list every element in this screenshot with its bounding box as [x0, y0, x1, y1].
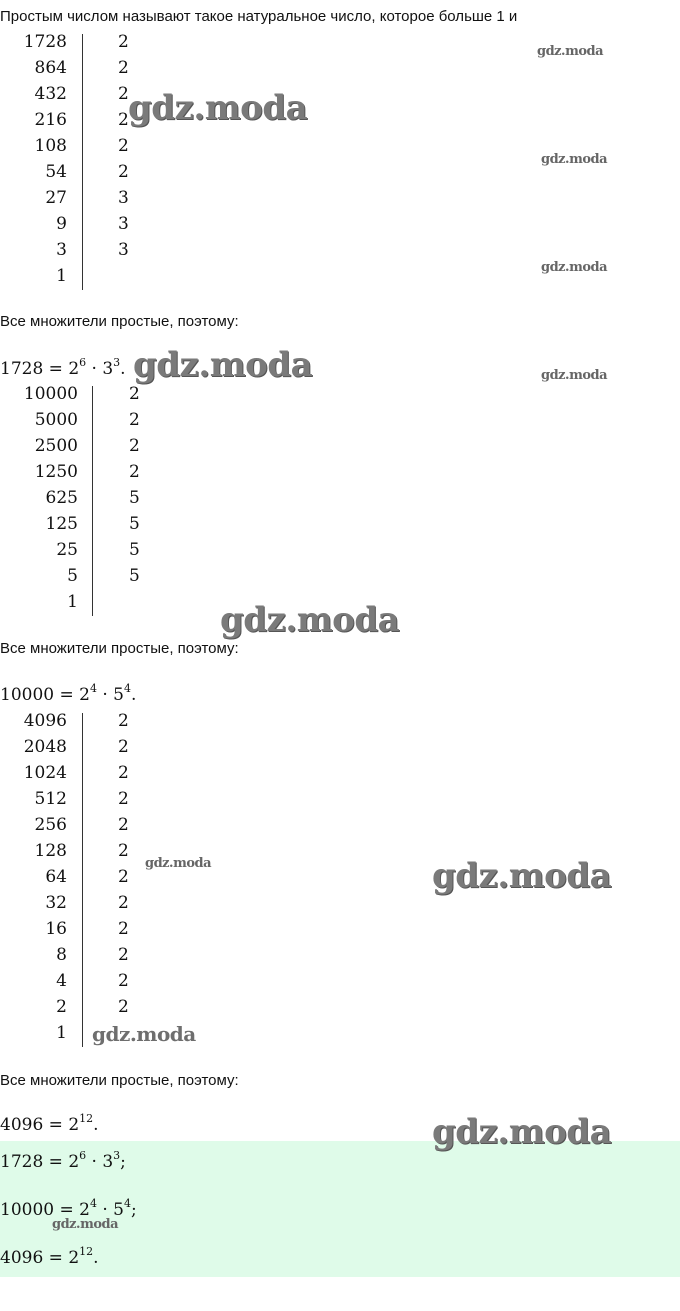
prime-factor: 2 — [129, 410, 140, 430]
dividend-value: 1 — [67, 592, 78, 612]
result-1728: $1728 = 2^6 \cdot 3^3$. — [0, 356, 126, 379]
watermark-logo: gdz.moda — [133, 345, 313, 385]
prime-factor: 2 — [118, 763, 129, 783]
prime-factor: 2 — [129, 384, 140, 404]
conclusion-2: Все множители простые, поэтому: — [0, 640, 239, 657]
prime-factor: 2 — [118, 32, 129, 52]
prime-factor: 2 — [118, 84, 129, 104]
dividend-value: 16 — [45, 919, 67, 939]
prime-factor: 3 — [118, 214, 129, 234]
dividend-value: 1 — [56, 1023, 67, 1043]
dividend-value: 256 — [34, 815, 67, 835]
dividend-value: 1 — [56, 266, 67, 286]
prime-factor: 2 — [118, 136, 129, 156]
dividend-value: 10000 — [23, 384, 78, 404]
answer-block — [0, 1141, 680, 1277]
intro-text: Простым числом называют такое натуральное число, которое больше 1 и — [0, 8, 518, 25]
prime-factor: 2 — [118, 867, 129, 887]
prime-factor: 2 — [118, 945, 129, 965]
result-4096: $4096 = 2^{12}$. — [0, 1112, 99, 1135]
watermark-logo: gdz.moda — [432, 856, 612, 896]
watermark-logo: gdz.moda — [145, 856, 212, 871]
watermark-logo: gdz.moda — [220, 600, 400, 640]
dividend-value: 1728 — [23, 32, 67, 52]
prime-factor: 2 — [118, 893, 129, 913]
watermark-logo: gdz.moda — [52, 1217, 119, 1232]
watermark-logo: gdz.moda — [541, 152, 608, 167]
dividend-value: 3 — [56, 240, 67, 260]
prime-factor: 5 — [129, 540, 140, 560]
dividend-value: 108 — [34, 136, 67, 156]
prime-factor: 2 — [118, 919, 129, 939]
prime-factor: 3 — [118, 240, 129, 260]
dividend-value: 54 — [45, 162, 67, 182]
conclusion-1: Все множители простые, поэтому: — [0, 313, 239, 330]
dividend-value: 5000 — [34, 410, 78, 430]
prime-factor: 2 — [129, 462, 140, 482]
dividend-value: 128 — [34, 841, 67, 861]
dividend-value: 2048 — [23, 737, 67, 757]
prime-factor: 2 — [118, 997, 129, 1017]
dividend-value: 5 — [67, 566, 78, 586]
answer-line-1728: $1728 = 2^6 \cdot 3^3$; — [0, 1149, 126, 1172]
answer-line-10000: $10000 = 2^4 \cdot 5^4$; — [0, 1197, 137, 1220]
prime-factor: 2 — [118, 815, 129, 835]
dividend-value: 27 — [45, 188, 67, 208]
prime-factor: 3 — [118, 188, 129, 208]
division-divider-line — [92, 386, 93, 616]
prime-factor: 2 — [118, 711, 129, 731]
conclusion-3: Все множители простые, поэтому: — [0, 1072, 239, 1089]
watermark-logo: gdz.moda — [541, 368, 608, 383]
result-10000: $10000 = 2^4 \cdot 5^4$. — [0, 682, 137, 705]
dividend-value: 4096 — [23, 711, 67, 731]
dividend-value: 64 — [45, 867, 67, 887]
prime-factor: 2 — [118, 737, 129, 757]
prime-factor: 2 — [118, 58, 129, 78]
dividend-value: 432 — [34, 84, 67, 104]
dividend-value: 25 — [56, 540, 78, 560]
dividend-value: 4 — [56, 971, 67, 991]
dividend-value: 1250 — [34, 462, 78, 482]
answer-line-4096: $4096 = 2^{12}$. — [0, 1245, 99, 1268]
dividend-value: 2500 — [34, 436, 78, 456]
watermark-logo: gdz.moda — [432, 1112, 612, 1152]
dividend-value: 512 — [34, 789, 67, 809]
prime-factor: 2 — [129, 436, 140, 456]
watermark-logo: gdz.moda — [92, 1022, 196, 1046]
dividend-value: 125 — [45, 514, 78, 534]
division-divider-line — [82, 713, 83, 1047]
dividend-value: 32 — [45, 893, 67, 913]
dividend-value: 9 — [56, 214, 67, 234]
dividend-value: 1024 — [23, 763, 67, 783]
division-divider-line — [82, 34, 83, 290]
prime-factor: 2 — [118, 789, 129, 809]
watermark-logo: gdz.moda — [541, 260, 608, 275]
dividend-value: 216 — [34, 110, 67, 130]
prime-factor: 2 — [118, 841, 129, 861]
watermark-logo: gdz.moda — [128, 88, 308, 128]
dividend-value: 8 — [56, 945, 67, 965]
prime-factor: 2 — [118, 110, 129, 130]
prime-factor: 5 — [129, 488, 140, 508]
watermark-logo: gdz.moda — [537, 44, 604, 59]
prime-factor: 5 — [129, 514, 140, 534]
dividend-value: 625 — [45, 488, 78, 508]
prime-factor: 2 — [118, 162, 129, 182]
prime-factor: 2 — [118, 971, 129, 991]
prime-factor: 5 — [129, 566, 140, 586]
dividend-value: 864 — [34, 58, 67, 78]
dividend-value: 2 — [56, 997, 67, 1017]
